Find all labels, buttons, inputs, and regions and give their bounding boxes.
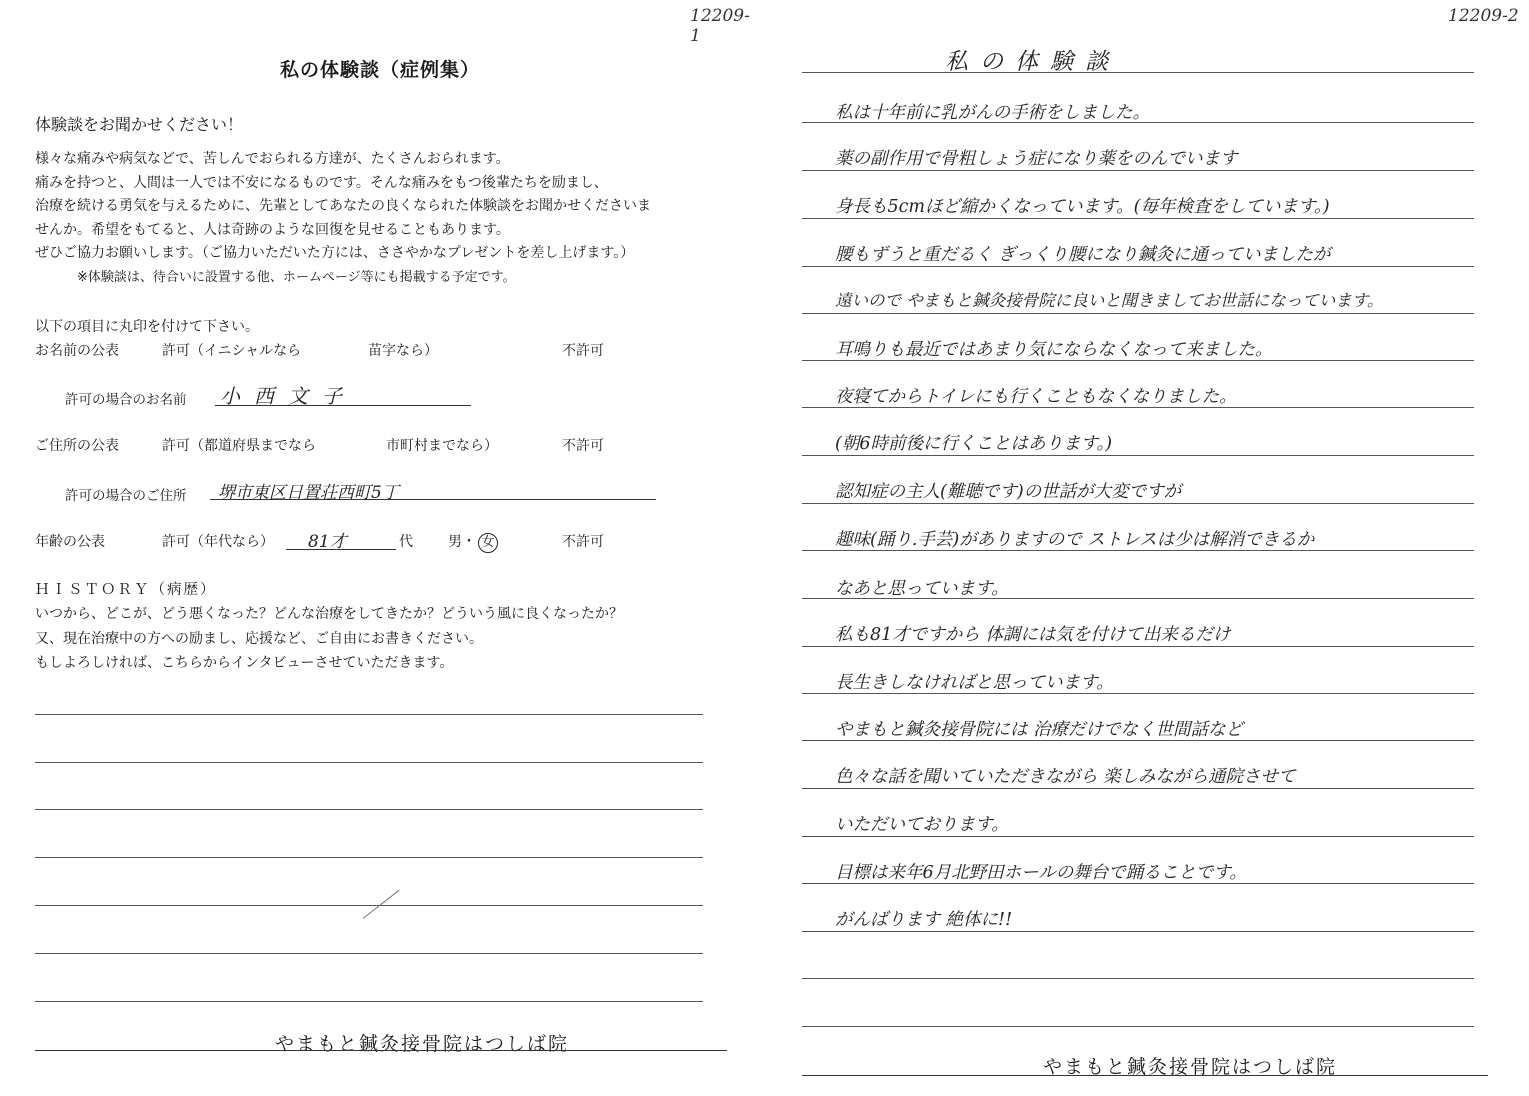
intro-line: 痛みを持つと、人間は一人では不安になるものです。そんな痛みをもつ後輩たちを励まし、 <box>35 174 608 191</box>
writing-line[interactable] <box>35 714 703 715</box>
clinic-name: やまもと鍼灸接骨院はつしば院 <box>275 1033 570 1055</box>
intro-note: ※体験談は、待合いに設置する他、ホームページ等にも掲載する予定です。 <box>77 269 516 285</box>
name-field-label: 許可の場合のお名前 <box>65 392 187 408</box>
essay-line: 認知症の主人(難聴です)の世話が大変ですが <box>835 482 1182 502</box>
essay-line: 趣味(踊り.手芸)がありますので ストレスは少は解消できるか <box>835 530 1315 550</box>
history-instructions <box>35 602 623 676</box>
ruled-line <box>802 1026 1474 1027</box>
ruled-line <box>802 740 1474 741</box>
ruled-line <box>802 313 1474 314</box>
name-permit-surname-option[interactable]: 苗字なら） <box>368 343 438 359</box>
essay-line: 耳鳴りも最近ではあまり気にならなくなって来ました。 <box>835 340 1273 360</box>
address-field-underline <box>210 499 656 500</box>
ruled-line <box>802 550 1474 551</box>
page-title: 私の体験談（症例集） <box>279 59 480 81</box>
ruled-line <box>802 360 1474 361</box>
ruled-line <box>802 266 1474 267</box>
ruled-line <box>802 883 1474 884</box>
essay-line: 私も81才ですから 体調には気を付けて出来るだけ <box>835 625 1231 645</box>
ruled-line <box>802 455 1474 456</box>
right-page <box>760 0 1529 1096</box>
ruled-line <box>802 218 1474 219</box>
writing-line[interactable] <box>35 905 703 906</box>
ruled-line <box>802 693 1474 694</box>
address-deny-option[interactable]: 不許可 <box>562 438 604 454</box>
intro-line: ぜひご協力お願いします。（ご協力いただいた方には、ささやかなプレゼントを差し上げます。） <box>35 245 635 262</box>
clinic-name: やまもと鍼灸接骨院はつしば院 <box>1043 1056 1338 1078</box>
essay-line: いただいております。 <box>835 815 1009 835</box>
essay-line: がんばります 絶体に!! <box>835 910 1013 930</box>
age-permit-option[interactable]: 許可（年代なら） <box>162 534 274 550</box>
intro-line: せんか。希望をもてると、人は奇跡のような回復を見せることもあります。 <box>35 221 510 238</box>
name-disclosure-label: お名前の公表 <box>35 343 119 359</box>
ruled-line <box>802 646 1474 647</box>
writing-line[interactable] <box>35 953 703 954</box>
gender-options <box>448 531 498 553</box>
address-field-value[interactable]: 堺市東区日置荘西町5丁 <box>218 483 399 503</box>
ruled-line <box>802 978 1474 979</box>
name-permit-initials-option[interactable]: 許可（イニシャルなら <box>162 343 302 359</box>
essay-line: やまもと鍼灸接骨院には 治療だけでなく世間話など <box>835 720 1244 740</box>
ruled-line <box>802 122 1474 123</box>
gender-male-option[interactable]: 男・ <box>448 534 476 550</box>
ruled-line <box>802 788 1474 789</box>
page-number: 12209-1 <box>690 6 750 46</box>
age-deny-option[interactable]: 不許可 <box>562 534 604 550</box>
writing-line[interactable] <box>35 857 703 858</box>
essay-line: 私は十年前に乳がんの手術をしました。 <box>835 103 1150 123</box>
essay-line: 遠いので やまもと鍼灸接骨院に良いと聞きましてお世話になっています。 <box>835 291 1384 310</box>
ruled-line <box>802 836 1474 837</box>
ruled-line <box>802 503 1474 504</box>
gender-female-option-circled[interactable]: 女 <box>478 533 498 553</box>
name-deny-option[interactable]: 不許可 <box>562 343 604 359</box>
ruled-line <box>802 931 1474 932</box>
essay-line: 薬の副作用で骨粗しょう症になり薬をのんでいます <box>835 149 1238 169</box>
writing-line[interactable] <box>35 1001 703 1002</box>
age-disclosure-label: 年齢の公表 <box>35 534 105 550</box>
essay-line: なあと思っています。 <box>835 579 1009 599</box>
history-line: 又、現在治療中の方への励まし、応援など、ご自由にお書きください。 <box>35 630 483 647</box>
essay-line: (朝6時前後に行くことはあります。) <box>835 434 1113 454</box>
ruled-line <box>802 170 1474 171</box>
essay-line: 腰もずうと重だるく ぎっくり腰になり鍼灸に通っていましたが <box>835 245 1331 265</box>
ruled-line <box>802 407 1474 408</box>
address-field-label: 許可の場合のご住所 <box>65 488 187 504</box>
history-line: もしよろしければ、こちらからインタビューさせていただきます。 <box>35 655 454 671</box>
essay-line: 長生きしなければと思っています。 <box>835 673 1114 693</box>
history-title: ＨＩＳＴＯＲＹ（病歴） <box>35 582 217 598</box>
intro-text <box>35 148 651 290</box>
page-title: 私の体験談 <box>945 49 1120 75</box>
age-underline <box>286 549 396 550</box>
address-permit-prefecture-option[interactable]: 許可（都道府県までなら <box>162 438 316 454</box>
age-decade-label: 代 <box>399 534 413 550</box>
footer-line <box>802 1075 1488 1076</box>
ruled-line <box>802 598 1474 599</box>
address-disclosure-label: ご住所の公表 <box>35 438 119 454</box>
section-heading: 体験談をお聞かせください！ <box>35 115 244 134</box>
address-permit-municipality-option[interactable]: 市町村までなら） <box>386 438 498 454</box>
page-number: 12209-2 <box>1448 6 1519 26</box>
writing-line[interactable] <box>35 809 703 810</box>
left-page <box>0 0 760 1096</box>
essay-line: 夜寝てからトイレにも行くこともなくなりました。 <box>835 387 1237 407</box>
writing-line[interactable] <box>35 762 703 763</box>
intro-line: 様々な痛みや病気などで、苦しんでおられる方達が、たくさんおられます。 <box>35 151 510 167</box>
age-value[interactable]: 81才 <box>308 532 347 552</box>
name-field-underline <box>215 405 471 406</box>
essay-line: 目標は来年6月北野田ホールの舞台で踊ることです。 <box>835 863 1247 883</box>
footer-line <box>35 1050 727 1051</box>
mark-instruction: 以下の項目に丸印を付けて下さい。 <box>35 319 259 335</box>
history-line: いつから、どこが、どう悪くなった？どんな治療をしてきたか？どういう風に良くなったか？ <box>35 606 623 622</box>
essay-line: 色々な話を聞いていただきながら 楽しみながら通院させて <box>835 767 1296 787</box>
name-field-value[interactable]: 小西文子 <box>220 384 356 408</box>
intro-line: 治療を続ける勇気を与えるために、先輩としてあなたの良くなられた体験談をお聞かせくださいま <box>35 198 651 215</box>
title-rule <box>802 72 1474 73</box>
essay-line: 身長も5cmほど縮かくなっています。(毎年検査をしています。) <box>835 197 1330 217</box>
